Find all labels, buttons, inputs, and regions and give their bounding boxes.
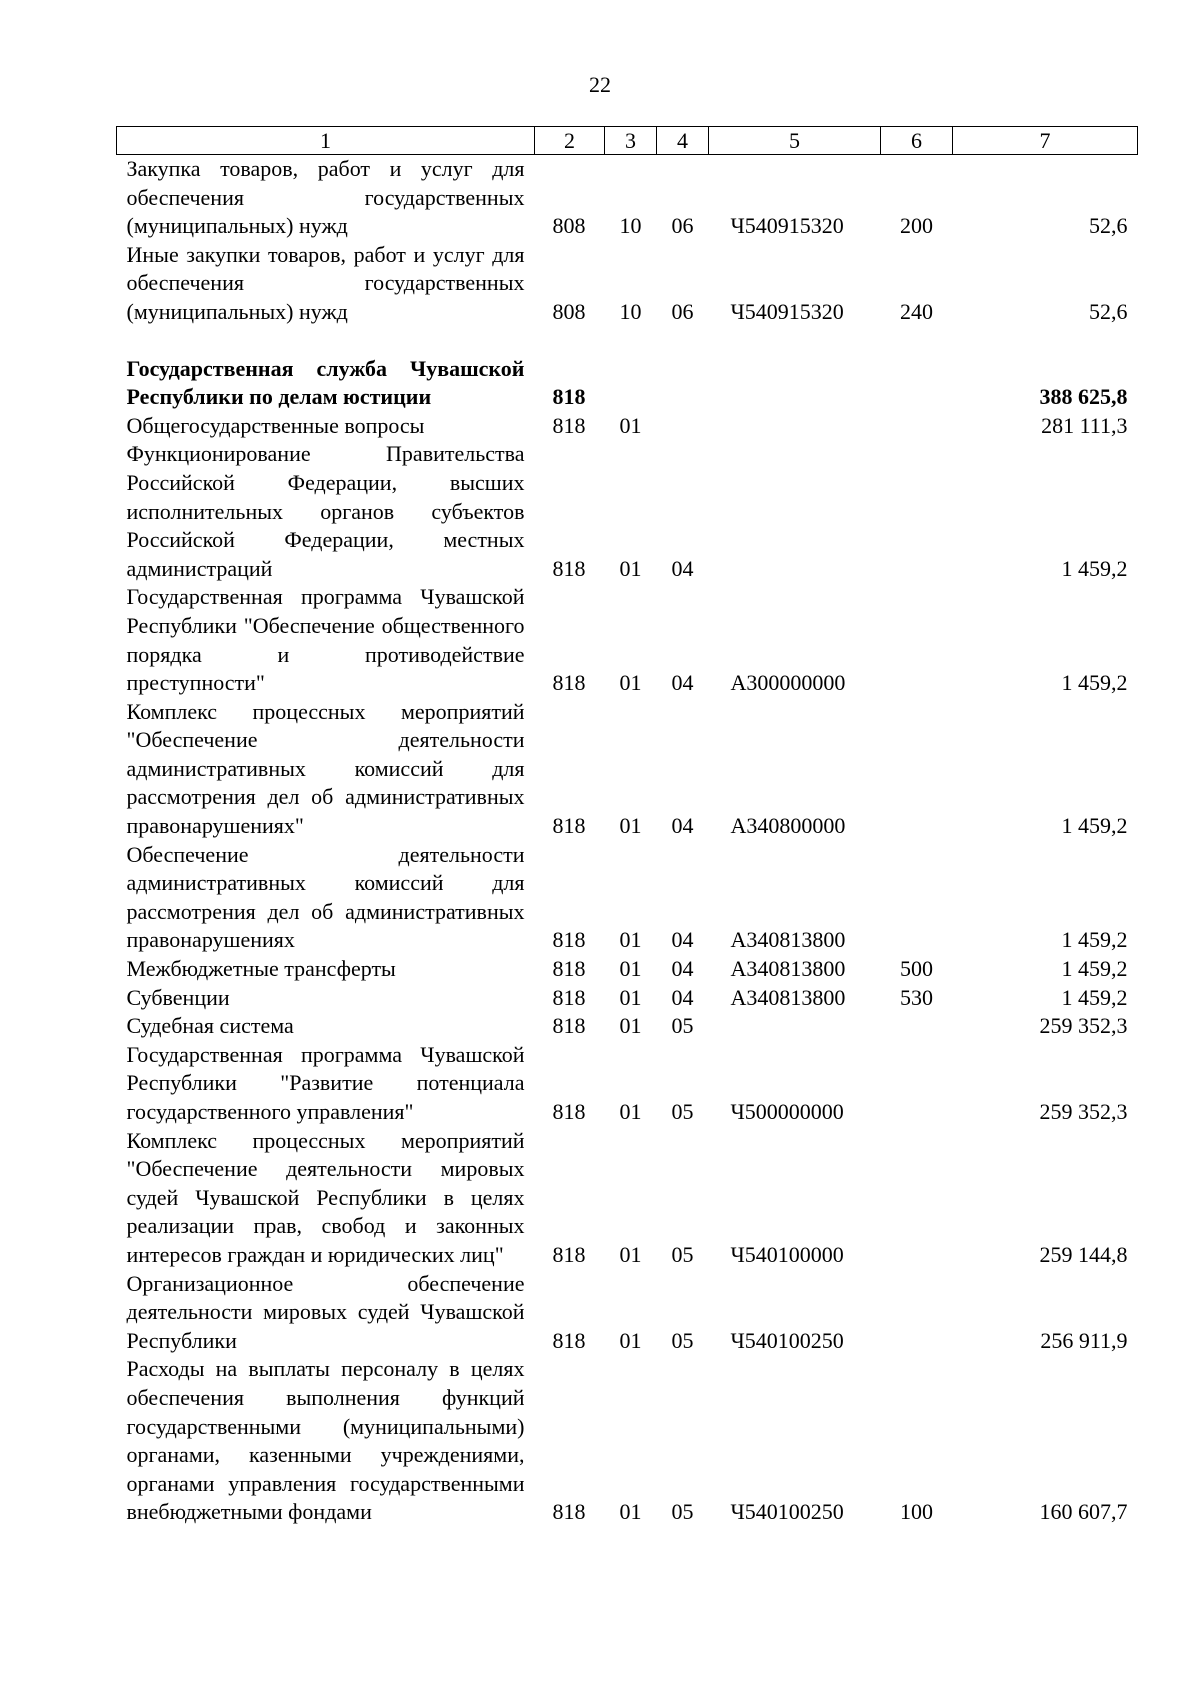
row-expense-type: 200	[900, 213, 933, 239]
row-target-article: А340813800	[730, 927, 846, 953]
row-expense-type: 100	[900, 1499, 933, 1525]
column-header-7: 7	[953, 127, 1138, 155]
row-subsection-code: 04	[671, 927, 694, 953]
row-section-code: 01	[619, 984, 642, 1010]
row-admin-code: 808	[552, 298, 586, 324]
row-subsection-code: 05	[671, 1499, 694, 1525]
row-section-code: 01	[619, 412, 642, 438]
row-amount: 388 625,8	[1039, 384, 1128, 410]
row-admin-code: 818	[552, 1099, 586, 1124]
row-admin-code: 808	[552, 213, 586, 239]
row-name: Иные закупки товаров, работ и услуг для обеспечения государственных (муниципальных) нужд	[126, 241, 525, 324]
page-number: 22	[589, 72, 611, 97]
row-target-article	[709, 440, 881, 583]
row-subsection-code: 04	[671, 956, 694, 982]
row-target-article: Ч500000000	[730, 1099, 844, 1124]
row-section-code: 01	[619, 1013, 642, 1039]
row-target-article	[709, 412, 881, 441]
column-header-4: 4	[657, 127, 709, 155]
column-header-1: 1	[117, 127, 535, 155]
row-expense-type: 500	[900, 956, 933, 982]
row-name: Судебная система	[126, 1013, 294, 1039]
row-admin-code: 818	[552, 1327, 586, 1353]
row-subsection-code	[657, 412, 709, 441]
row-expense-type: 240	[900, 298, 933, 324]
budget-table	[116, 126, 1138, 1527]
row-name: Организационное обеспечение деятельности мировых судей Чувашской Республики	[126, 1270, 525, 1353]
table-row	[117, 440, 1138, 583]
column-header-6: 6	[881, 127, 953, 155]
row-section-code: 01	[619, 670, 642, 696]
row-section-code: 01	[619, 1499, 642, 1525]
table-row	[117, 327, 1138, 412]
row-target-article	[709, 1012, 881, 1041]
row-name: Комплекс процессных мероприятий "Обеспечение деятельности мировых судей Чувашской Республики в целях реализации прав, свобод и законных интересов граждан и юридических лиц"	[126, 1127, 525, 1267]
row-amount: 1 459,2	[1061, 927, 1128, 953]
row-target-article: Ч540100250	[730, 1499, 844, 1525]
row-expense-type	[881, 1041, 953, 1127]
row-admin-code: 818	[552, 956, 586, 982]
row-expense-type	[881, 841, 953, 955]
row-section-code: 01	[619, 555, 642, 581]
row-expense-type	[881, 327, 953, 412]
row-amount: 52,6	[1089, 213, 1128, 239]
table-row	[117, 841, 1138, 955]
table-row	[117, 1127, 1138, 1270]
table-row	[117, 984, 1138, 1013]
row-amount: 256 911,9	[1040, 1327, 1128, 1353]
row-subsection-code: 04	[671, 670, 694, 696]
column-header-3: 3	[605, 127, 657, 155]
table-row	[117, 1270, 1138, 1356]
row-amount: 259 352,3	[1039, 1013, 1128, 1039]
row-admin-code: 818	[552, 813, 586, 839]
row-amount: 1 459,2	[1061, 956, 1128, 982]
row-admin-code: 818	[552, 1241, 586, 1267]
header-row	[117, 127, 1138, 155]
table-row	[117, 241, 1138, 327]
row-section-code: 10	[619, 213, 642, 239]
row-target-article: Ч540915320	[730, 213, 844, 239]
row-name: Расходы на выплаты персоналу в целях обеспечения выполнения функций государственными (муниципальными) органами, казенными учреждениями, органами управления государственными внебюджетными фондами	[126, 1356, 525, 1525]
table-header	[117, 127, 1138, 155]
row-section-code: 01	[619, 1327, 642, 1353]
row-expense-type: 530	[900, 984, 933, 1010]
row-name: Государственная программа Чувашской Республики "Развитие потенциала государственного управления"	[126, 1041, 525, 1124]
row-target-article: Ч540100250	[730, 1327, 844, 1353]
row-expense-type	[881, 1270, 953, 1356]
table-row	[117, 698, 1138, 841]
row-amount: 259 352,3	[1039, 1099, 1128, 1124]
row-subsection-code: 05	[671, 1099, 694, 1124]
row-admin-code: 818	[552, 1013, 586, 1039]
row-target-article: Ч540100000	[730, 1241, 844, 1267]
row-expense-type	[881, 1012, 953, 1041]
row-target-article: А340813800	[730, 956, 846, 982]
row-amount: 160 607,7	[1039, 1499, 1128, 1525]
row-amount: 259 144,8	[1039, 1241, 1128, 1267]
row-name: Комплекс процессных мероприятий "Обеспечение деятельности административных комиссий для рассмотрения дел об административных правонарушениях"	[126, 698, 525, 839]
row-subsection-code: 06	[671, 213, 694, 239]
row-target-article: Ч540915320	[730, 298, 844, 324]
row-target-article: А340800000	[730, 813, 846, 839]
row-name: Межбюджетные трансферты	[126, 956, 396, 982]
row-target-article	[709, 327, 881, 412]
row-name: Закупка товаров, работ и услуг для обеспечения государственных (муниципальных) нужд	[126, 156, 525, 239]
row-admin-code: 818	[552, 984, 586, 1010]
row-admin-code: 818	[552, 555, 586, 581]
column-header-5: 5	[709, 127, 881, 155]
row-subsection-code: 04	[671, 813, 694, 839]
row-subsection-code: 05	[671, 1241, 694, 1267]
row-admin-code: 818	[552, 670, 586, 696]
row-section-code: 01	[619, 956, 642, 982]
table-row	[117, 412, 1138, 441]
row-expense-type	[881, 440, 953, 583]
row-name: Субвенции	[126, 984, 230, 1010]
table-row	[117, 1355, 1138, 1527]
row-name: Общегосударственные вопросы	[126, 412, 425, 438]
column-header-2: 2	[535, 127, 605, 155]
row-subsection-code: 04	[671, 555, 694, 581]
row-section-code	[605, 327, 657, 412]
row-name: Государственная программа Чувашской Республики "Обеспечение общественного порядка и противодействие преступности"	[126, 584, 525, 696]
row-section-code: 01	[619, 813, 642, 839]
row-admin-code: 818	[552, 927, 586, 953]
row-amount: 1 459,2	[1061, 555, 1128, 581]
row-admin-code: 818	[552, 384, 586, 410]
row-section-code: 10	[619, 298, 642, 324]
row-admin-code: 818	[552, 412, 586, 438]
table-row	[117, 1041, 1138, 1127]
table-row	[117, 955, 1138, 984]
row-amount: 1 459,2	[1061, 813, 1128, 839]
row-target-article: А300000000	[730, 670, 846, 696]
row-expense-type	[881, 412, 953, 441]
row-section-code: 01	[619, 1099, 642, 1124]
row-name: Функционирование Правительства Российской Федерации, высших исполнительных органов субъектов Российской Федерации, местных администраций	[126, 441, 525, 581]
row-amount: 281 111,3	[1041, 412, 1128, 438]
table-row	[117, 583, 1138, 697]
row-amount: 1 459,2	[1061, 984, 1128, 1010]
table-row	[117, 1012, 1138, 1041]
row-admin-code: 818	[552, 1499, 586, 1525]
row-subsection-code: 05	[671, 1013, 694, 1039]
row-subsection-code: 05	[671, 1327, 694, 1353]
row-expense-type	[881, 1127, 953, 1270]
row-expense-type	[881, 583, 953, 697]
row-expense-type	[881, 698, 953, 841]
row-name: Обеспечение деятельности административных комиссий для рассмотрения дел об административных правонарушениях	[126, 841, 525, 953]
table-row	[117, 155, 1138, 241]
row-section-code: 01	[619, 927, 642, 953]
row-subsection-code: 04	[671, 984, 694, 1010]
row-amount: 52,6	[1089, 298, 1128, 324]
row-amount: 1 459,2	[1061, 670, 1128, 696]
row-target-article: А340813800	[730, 984, 846, 1010]
row-subsection-code	[657, 327, 709, 412]
row-section-code: 01	[619, 1241, 642, 1267]
row-name: Государственная служба Чувашской Республики по делам юстиции	[126, 355, 525, 410]
row-subsection-code: 06	[671, 298, 694, 324]
table-body	[117, 155, 1138, 1527]
